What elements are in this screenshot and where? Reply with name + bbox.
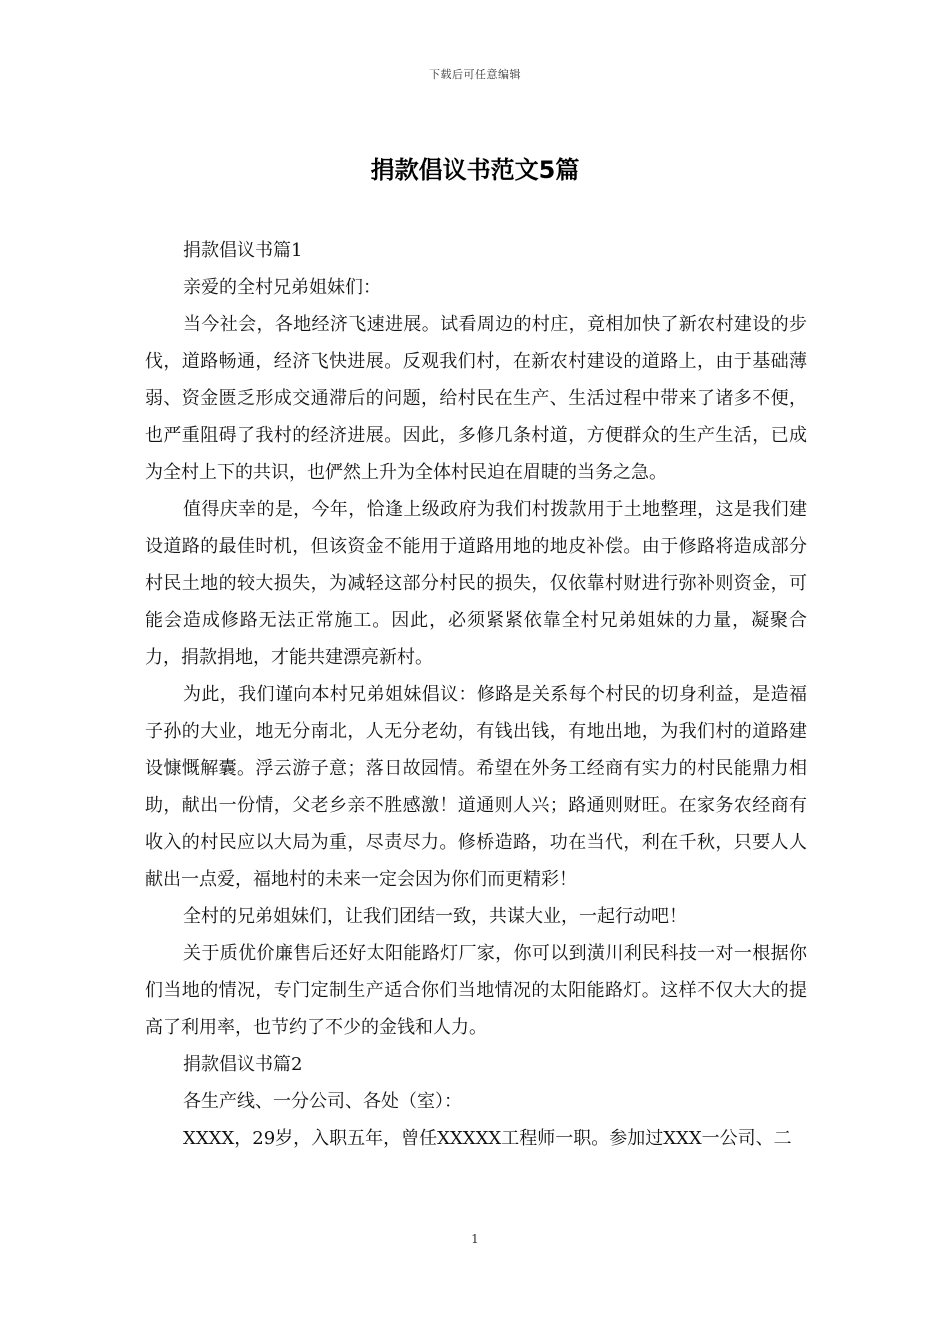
body-paragraph: 关于质优价廉售后还好太阳能路灯厂家，你可以到潢川利民科技一对一根据你们当地的情况，专门定制生产适合你们当地情况的太阳能路灯。这样不仅大大的提高了利用率，也节约了不少的金钱和人力。 <box>145 943 807 1038</box>
salutation-1: 亲爱的全村兄弟姐妹们： <box>183 277 381 298</box>
section-heading-1: 捐款倡议书篇1 <box>183 240 303 261</box>
header-note: 下载后可任意编辑 <box>429 68 521 81</box>
body-paragraph: 为此，我们谨向本村兄弟姐妹倡议：修路是关系每个村民的切身利益，是造福子孙的大业，地无分南北，人无分老幼，有钱出钱，有地出地，为我们村的道路建设慷慨解囊。浮云游子意；落日故园情。希望在外务工经商有实力的村民能鼎力相助，献出一份情，父老乡亲不胜感激！道通则人兴；路通则财旺。在家务农经商有收入的村民应以大局为重，尽责尽力。修桥造路，功在当代，利在千秋，只要人人献出一点爱，福地村的未来一定会因为你们而更精彩！ <box>145 684 807 890</box>
page-number: 1 <box>471 1232 479 1246</box>
salutation-2: 各生产线、一分公司、各处（室）： <box>183 1091 462 1112</box>
body-paragraph: 全村的兄弟姐妹们，让我们团结一致，共谋大业，一起行动吧！ <box>183 906 687 927</box>
body-paragraph: XXXX，29岁，入职五年，曾任XXXXX工程师一职。参加过XXX一公司、二 <box>183 1128 792 1149</box>
document-body <box>145 232 807 1157</box>
document-title: 捐款倡议书范文5篇 <box>370 156 580 184</box>
body-paragraph: 当今社会，各地经济飞速进展。试看周边的村庄，竟相加快了新农村建设的步伐，道路畅通，经济飞快进展。反观我们村，在新农村建设的道路上，由于基础薄弱、资金匮乏形成交通滞后的问题，给村民在生产、生活过程中带来了诸多不便，也严重阻碍了我村的经济进展。因此，多修几条村道，方便群众的生产生活，已成为全村上下的共识，也俨然上升为全体村民迫在眉睫的当务之急。 <box>145 314 807 483</box>
body-paragraph: 值得庆幸的是，今年，恰逢上级政府为我们村拨款用于土地整理，这是我们建设道路的最佳时机，但该资金不能用于道路用地的地皮补偿。由于修路将造成部分村民土地的较大损失，为减轻这部分村民的损失，仅依靠村财进行弥补则资金，可能会造成修路无法正常施工。因此，必须紧紧依靠全村兄弟姐妹的力量，凝聚合力，捐款捐地，才能共建漂亮新村。 <box>145 499 807 668</box>
section-heading-2: 捐款倡议书篇2 <box>183 1054 303 1075</box>
